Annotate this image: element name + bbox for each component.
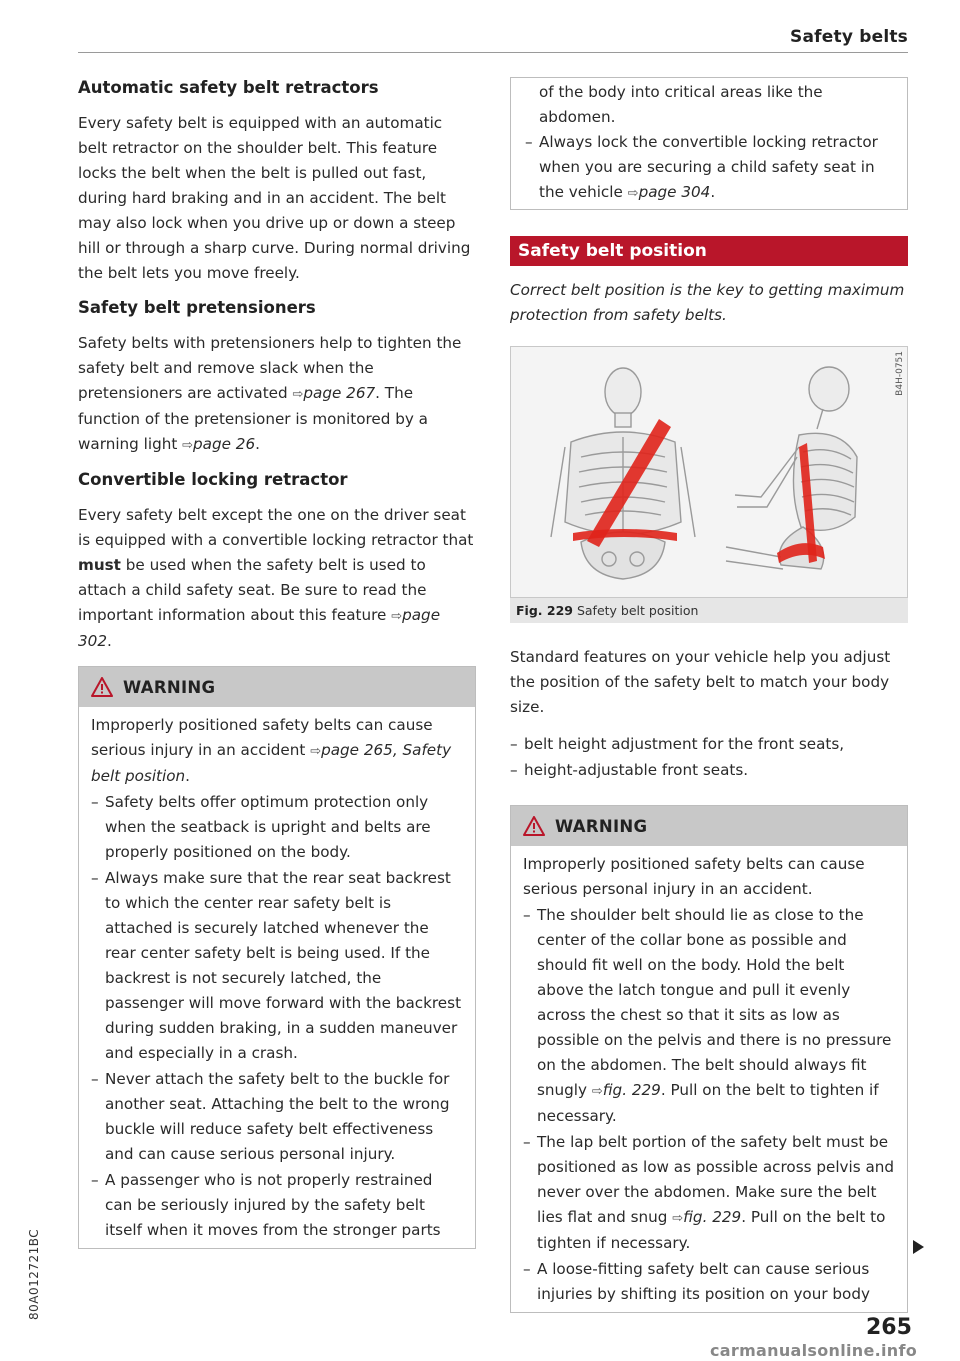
side-skeleton-illustration — [726, 367, 857, 569]
left-column — [78, 70, 476, 1249]
warning-continued-box — [510, 77, 908, 210]
heading-pretensioners: Safety belt pretensioners — [78, 298, 316, 317]
page-number: 265 — [866, 1315, 912, 1340]
warning-bullet: – The shoulder belt should lie as close to the center of the collar bone as possible and should fit well on the body. Hold the belt above the latch tongue and pull it evenly across the chest so that it sits as low as possible on the pelvis and there is no pressure on the abdomen. The belt should always fit snugly ⇨fig. 229. Pull on the belt to tighten if necessary. — [523, 903, 895, 1129]
watermark: carmanualsonline.info — [710, 1341, 918, 1360]
continued-arrow-icon — [913, 1240, 924, 1254]
warning-title: WARNING — [123, 677, 216, 697]
warning-bullet: – Never attach the safety belt to the buckle for another seat. Attaching the belt to the wrong buckle will reduce safety belt effectiveness and can cause serious personal injury. — [91, 1067, 463, 1167]
heading-automatic-retractors: Automatic safety belt retractors — [78, 78, 379, 97]
warning-triangle-icon — [91, 677, 113, 697]
continued-text: of the body into critical areas like the abdomen. — [539, 83, 823, 126]
warning-bullet: – Safety belts offer optimum protection only when the seatback is upright and belts are properly positioned on the body. — [91, 790, 463, 865]
section-title-bar: Safety belt position — [510, 236, 908, 266]
arrow-right-icon: ⇨ — [182, 438, 194, 453]
belt-position-illustration — [511, 347, 907, 597]
running-header: Safety belts — [790, 27, 908, 47]
continued-bullet: – Always lock the convertible locking retractor when you are securing a child safety seat in the vehicle ⇨page 304. — [525, 130, 893, 206]
paragraph-standard-features: Standard features on your vehicle help you adjust the position of the safety belt to match your body size. — [510, 648, 891, 716]
warning-body — [511, 846, 907, 1312]
warning-bullet: – A loose-fitting safety belt can cause serious injuries by shifting its position on your body — [523, 1257, 895, 1307]
figure-caption: Fig. 229 Safety belt position — [510, 598, 908, 623]
right-column — [510, 77, 908, 1313]
arrow-right-icon: ⇨ — [310, 744, 322, 759]
section-intro: Correct belt position is the key to getting maximum protection from safety belts. — [510, 281, 905, 324]
page-link[interactable]: page 302 — [78, 606, 441, 650]
figure-link[interactable]: fig. 229 — [683, 1208, 742, 1226]
arrow-right-icon: ⇨ — [591, 1084, 603, 1099]
figure-code: B4H-0751 — [895, 351, 905, 396]
list-item: – belt height adjustment for the front seats, — [510, 732, 908, 757]
warning-bullet: – Always make sure that the rear seat backrest to which the center rear safety belt is attached is securely latched whenever the rear center safety belt is being used. If the backrest is not securely latched, the passenger will move forward with the backrest during sudden braking, in a sudden maneuver and especially in a crash. — [91, 866, 463, 1066]
page-link[interactable]: page 26 — [193, 435, 256, 453]
arrow-right-icon: ⇨ — [391, 609, 403, 624]
warning-header — [511, 806, 907, 846]
front-skeleton-illustration — [551, 368, 695, 579]
list-item: – height-adjustable front seats. — [510, 758, 908, 783]
page-link[interactable]: page 304 — [638, 183, 711, 201]
warning-box-left — [78, 666, 476, 1249]
paragraph-pretensioners: Safety belts with pretensioners help to tighten the safety belt and remove slack when the pretensioners are activated ⇨page 267. The function of the pretensioner is monitored by a warning light ⇨page 26. — [78, 334, 462, 453]
warning-triangle-icon — [523, 816, 545, 836]
warning-bullet: – The lap belt portion of the safety belt must be positioned as low as possible across pelvis and never over the abdomen. Make sure the belt lies flat and snug ⇨fig. 229. Pull on the belt to tighten if necessary. — [523, 1130, 895, 1256]
header-rule — [78, 52, 908, 53]
warning-header — [79, 667, 475, 707]
heading-convertible-retractor: Convertible locking retractor — [78, 470, 348, 489]
figure-link[interactable]: fig. 229 — [602, 1081, 661, 1099]
warning-body — [79, 707, 475, 1248]
warning-box-right — [510, 805, 908, 1313]
paragraph-convertible-retractor: Every safety belt except the one on the driver seat is equipped with a convertible locking retractor that must be used when the safety belt is used to attach a child safety seat. Be sure to read the important information about this feature ⇨page 302. — [78, 506, 474, 650]
warning-lead: Improperly positioned safety belts can cause serious injury in an accident ⇨page 265, Safety belt position. — [91, 716, 452, 785]
page-link[interactable]: page 267 — [303, 384, 376, 402]
paragraph-automatic-retractors: Every safety belt is equipped with an automatic belt retractor on the shoulder belt. This feature locks the belt when the belt is pulled out fast, during hard braking and in an accident. The belt may also lock when you drive up or down a steep hill or through a sharp curve. During normal driving the belt lets you move freely. — [78, 114, 471, 282]
page-link[interactable]: page 265, Safety belt position — [91, 741, 452, 785]
feature-list — [510, 732, 908, 783]
warning-lead: Improperly positioned safety belts can cause serious personal injury in an accident. — [523, 855, 865, 898]
arrow-right-icon: ⇨ — [672, 1211, 684, 1226]
arrow-right-icon: ⇨ — [627, 186, 639, 201]
arrow-right-icon: ⇨ — [292, 387, 304, 402]
warning-bullet: – A passenger who is not properly restrained can be seriously injured by the safety belt itself when it moves from the stronger parts — [91, 1168, 463, 1243]
side-document-code: 80A012721BC — [27, 1228, 41, 1320]
figure-safety-belt-position — [510, 346, 908, 598]
warning-title: WARNING — [555, 816, 648, 836]
